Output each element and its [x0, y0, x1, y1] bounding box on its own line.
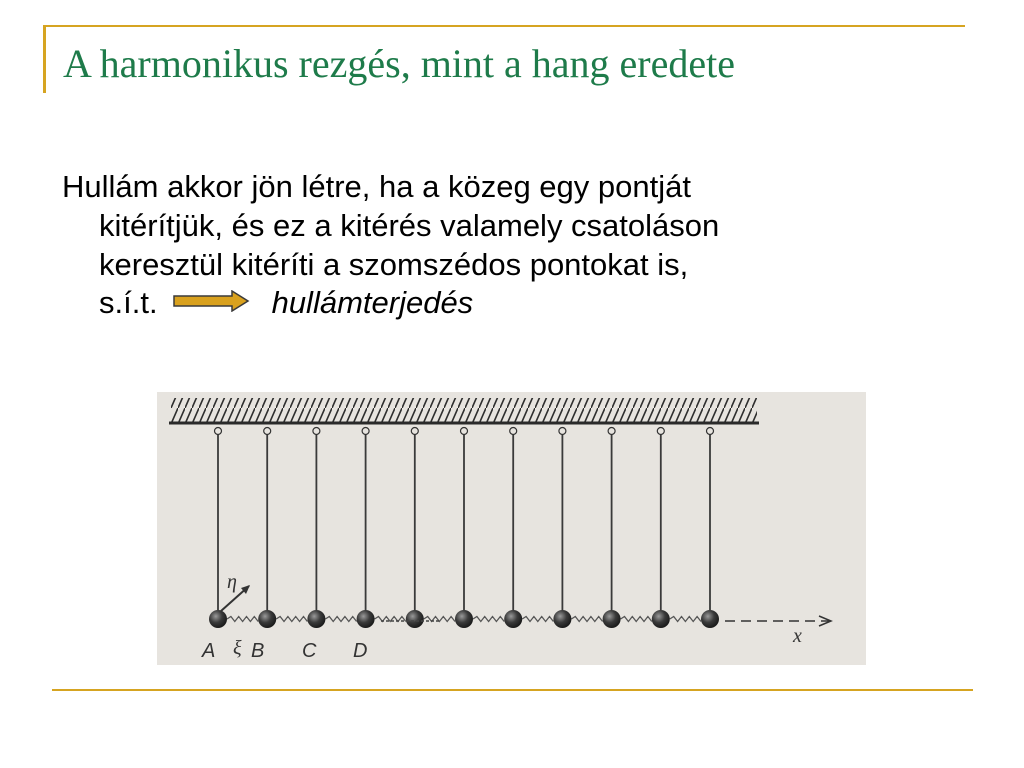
- pendulum-hook: [707, 428, 714, 435]
- xi-symbol: ξ: [233, 637, 242, 659]
- slide-title: A harmonikus rezgés, mint a hang eredete: [63, 41, 735, 86]
- eta-symbol: η: [227, 571, 237, 593]
- pendulum-hook: [264, 428, 271, 435]
- pendulum-hook: [362, 428, 369, 435]
- pendulum-ball: [652, 610, 670, 628]
- pendulum-ball: [504, 610, 522, 628]
- ball-label-b: B: [251, 640, 265, 662]
- pendulum-hook: [411, 428, 418, 435]
- paragraph-emphasis: hullámterjedés: [271, 285, 474, 321]
- frame-top-rule: [45, 25, 965, 27]
- ball-label-d: D: [353, 640, 368, 662]
- paragraph-line-1: Hullám akkor jön létre, ha a közeg egy pontját: [62, 169, 691, 204]
- pendulum-hook: [461, 428, 468, 435]
- pendulum-chain-figure: [157, 392, 866, 665]
- pendulum-hook: [657, 428, 664, 435]
- ball-label-c: C: [302, 640, 317, 662]
- pendulum-ball: [455, 610, 473, 628]
- paragraph-line-2: kitérítjük, és ez a kitérés valamely csatoláson: [99, 207, 720, 243]
- pendulum-hook: [608, 428, 615, 435]
- pendulum-hook: [215, 428, 222, 435]
- pendulum-ball: [603, 610, 621, 628]
- pendulum-hook: [559, 428, 566, 435]
- right-arrow-icon: [172, 283, 250, 322]
- x-axis-label: x: [793, 625, 802, 647]
- pendulum-ball: [553, 610, 571, 628]
- pendulum-hook: [313, 428, 320, 435]
- pendulum-ball: [209, 610, 227, 628]
- pendulum-ball: [701, 610, 719, 628]
- pendulum-hook: [510, 428, 517, 435]
- pendulum-ball: [406, 610, 424, 628]
- ceiling-hatching: [171, 398, 757, 423]
- ball-label-a: A: [202, 640, 216, 662]
- pendulum-ball: [357, 610, 375, 628]
- paragraph-line-4: [62, 284, 992, 324]
- pendulum-ball: [258, 610, 276, 628]
- pendulum-ball: [307, 610, 325, 628]
- body-paragraph: [62, 168, 992, 324]
- paragraph-line-4-prefix: s.í.t.: [99, 285, 158, 321]
- paragraph-line-3: keresztül kitéríti a szomszédos pontokat is,: [99, 246, 689, 282]
- frame-left-rule: [43, 25, 46, 93]
- frame-bottom-rule: [52, 689, 973, 691]
